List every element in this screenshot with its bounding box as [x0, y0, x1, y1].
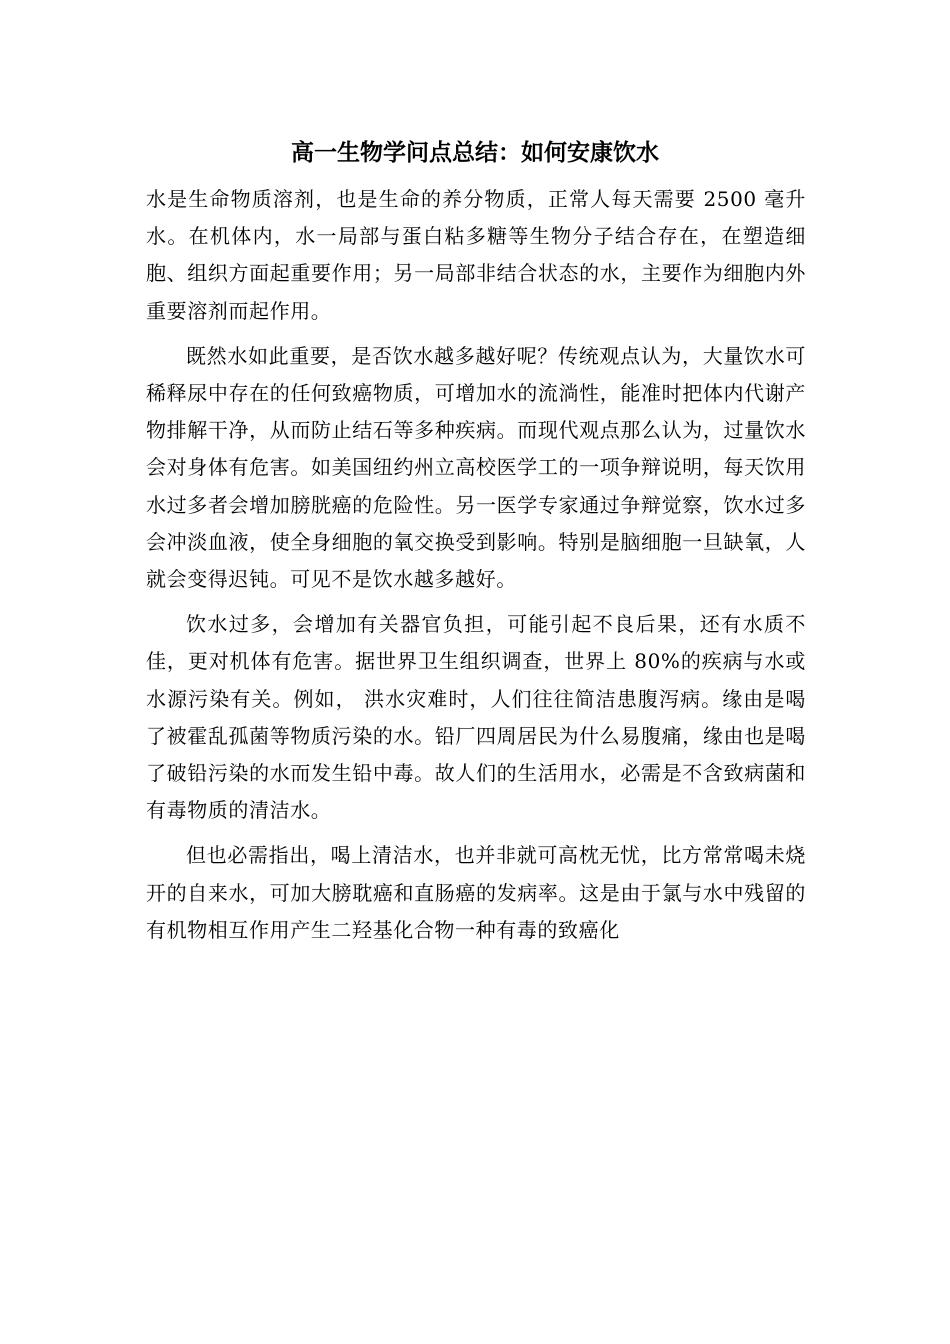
paragraph-1: 水是生命物质溶剂，也是生命的养分物质，正常人每天需要 2500 毫升水。在机体内，水一局部与蛋白粘多糖等生物分子结合存在，在塑造细胞、组织方面起重要作用；另一局部非结合状态的水，主要作为细胞内外重要溶剂而起作用。 [146, 187, 806, 323]
paragraph-2: 既然水如此重要，是否饮水越多越好呢？传统观点认为，大量饮水可稀释尿中存在的任何致癌物质，可增加水的流淌性，能准时把体内代谢产物排解干净，从而防止结石等多种疾病。而现代观点那么认为，过量饮水会对身体有危害。如美国纽约州立高校医学工的一项争辩说明，每天饮用水过多者会增加膀胱癌的危险性。另一医学专家通过争辩觉察，饮水过多会冲淡血液，使全身细胞的氧交换受到影响。特别是脑细胞一旦缺氧，人就会变得迟钝。可见不是饮水越多越好。 [146, 343, 806, 592]
document-title: 高一生物学问点总结：如何安康饮水 [291, 139, 659, 166]
paragraph-3: 饮水过多，会增加有关器官负担，可能引起不良后果，还有水质不佳，更对机体有危害。据世界卫生组织调查，世界上 80%的疾病与水或水源污染有关。例如， 洪水灾难时，人们往往简洁患腹泻病。缘由是喝了被霍乱孤菌等物质污染的水。铅厂四周居民为什么易腹痛，缘由也是喝了破铅污染的水而发生铅中毒。故人们的生活用水，必需是不含致病菌和有毒物质的清洁水。 [146, 612, 806, 823]
paragraph-4: 但也必需指出，喝上清洁水，也并非就可高枕无忧，比方常常喝未烧开的自来水，可加大膀耽癌和直肠癌的发病率。这是由于氯与水中残留的有机物相互作用产生二羟基化合物一种有毒的致癌化 [146, 843, 806, 942]
document-body [146, 181, 806, 949]
